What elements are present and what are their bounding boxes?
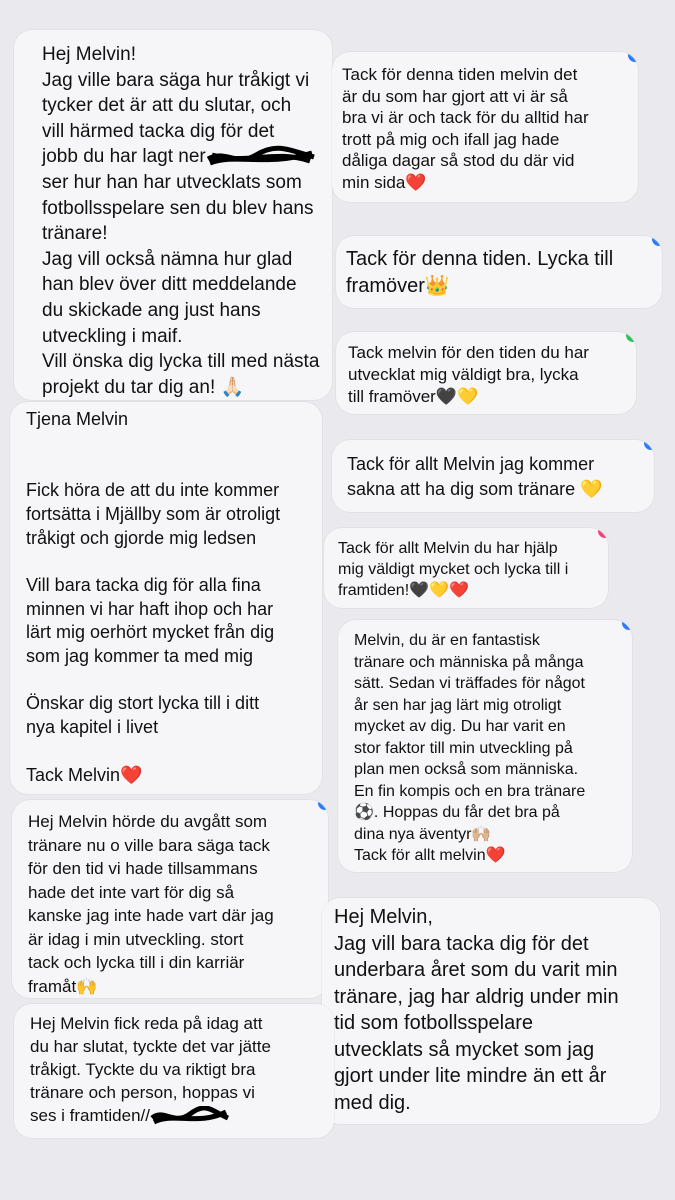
accent-dot <box>622 620 632 630</box>
message-card-8 <box>338 620 632 872</box>
message-card-10 <box>322 898 660 1124</box>
message-card-5 <box>10 402 322 794</box>
message-text: Hej Melvin! Jag ville bara säga hur tråkigt vi tycker det är att du slutar, och vill härmed tacka dig för det jobb du har lagt ner <box>42 44 310 168</box>
message-card-11 <box>14 1004 334 1138</box>
message-text: Hej Melvin fick reda på idag att du har slutat, tyckte det var jätte tråkigt. Tyckte du va riktigt bra tränare och person, hoppas vi ses i framtiden// <box>30 1014 271 1125</box>
accent-dot <box>628 52 638 62</box>
redaction-scribble <box>206 145 316 169</box>
message-card-3 <box>336 236 662 308</box>
accent-dot <box>626 332 636 342</box>
message-card-4 <box>336 332 636 414</box>
redaction-scribble <box>150 1106 230 1128</box>
message-text: Hej Melvin hörde du avgått som tränare nu o ville bara säga tack för den tid vi hade tillsammans hade det inte vart för dig så kanske jag inte hade vart där jag är idag i min utveckling. stort tack och lycka till i din karriär framåt🙌 <box>28 812 274 996</box>
message-text: Melvin, du är en fantastisk tränare och människa på många sätt. Sedan vi träffades för något år sen har jag lärt mig otroligt mycket av dig. Du har varit en stor faktor till min utveckling på plan men också som människa. En fin kompis och en bra tränare ⚽. Hoppas du får det bra på dina nya äventyr🙌🏼 Tack för allt melvin❤️ <box>354 632 586 864</box>
message-card-1 <box>14 30 332 400</box>
message-text: Tack för allt Melvin jag kommer sakna att ha dig som tränare 💛 <box>347 454 603 499</box>
message-card-6 <box>332 440 654 512</box>
message-text: Tack för denna tiden. Lycka till framöver👑 <box>346 248 614 297</box>
message-card-7 <box>324 528 608 608</box>
accent-dot <box>644 440 654 450</box>
accent-dot <box>598 528 608 538</box>
accent-dot <box>652 236 662 246</box>
message-text: Tjena Melvin Fick höra de att du inte kommer fortsätta i Mjällby som är otroligt tråkigt och gjorde mig ledsen Vill bara tacka dig för alla fina minnen vi har haft ihop och har lärt mig oerhört mycket från dig som jag kommer ta med mig Önskar dig stort lycka till i ditt nya kapitel i livet Tack Melvin❤️ <box>26 409 281 785</box>
message-text: Tack för denna tiden melvin det är du som har gjort att vi är så bra vi är och tack för du alltid har trott på mig och ifall jag hade dåliga dagar så stod du där vid min sida❤️ <box>342 65 589 192</box>
message-text: Tack melvin för den tiden du har utvecklat mig väldigt bra, lycka till framöver🖤💛 <box>348 343 589 406</box>
message-text-continued: ser hur han har utvecklats som fotbollsspelare sen du blev hans tränare! Jag vill också nämna hur glad han blev över ditt meddelande du skickade ang just hans utveckling i maif. Vill önska dig lycka till med nästa projekt du tar dig an! 🙏🏻 <box>42 171 320 398</box>
accent-dot <box>318 800 328 810</box>
message-card-9 <box>12 800 328 998</box>
message-card-2 <box>332 52 638 202</box>
message-text: Hej Melvin, Jag vill bara tacka dig för det underbara året som du varit min tränare, jag har aldrig under min tid som fotbollsspelare utvecklats så mycket som jag gjort under lite mindre än ett år med dig. <box>334 906 619 1114</box>
message-text: Tack för allt Melvin du har hjälp mig väldigt mycket och lycka till i framtiden!🖤💛❤️ <box>338 540 569 599</box>
